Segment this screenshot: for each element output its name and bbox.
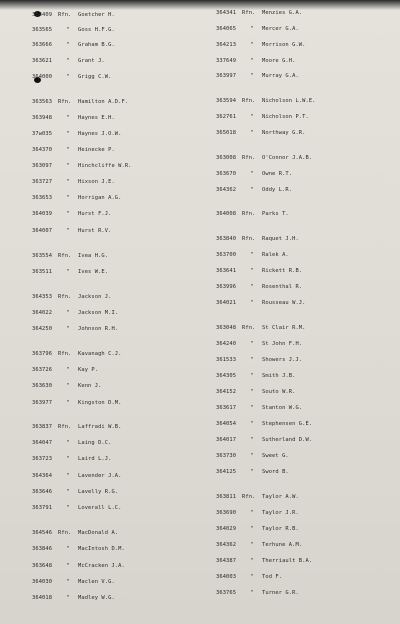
- soldier-name: Menzies G.A.: [262, 10, 303, 16]
- service-number: 364409: [32, 12, 53, 18]
- rank: ": [250, 268, 254, 274]
- roster-entry: [216, 284, 302, 291]
- service-number: 361533: [216, 357, 237, 363]
- soldier-name: Grant J.: [78, 58, 105, 64]
- service-number: 363996: [216, 284, 237, 290]
- rank: ": [250, 542, 254, 548]
- roster-entry: [216, 130, 306, 137]
- roster-entry: [32, 595, 115, 602]
- roster-entry: [216, 300, 306, 307]
- soldier-name: Morrison G.W.: [262, 42, 306, 48]
- roster-entry: [32, 489, 118, 496]
- soldier-name: Taylor A.W.: [262, 494, 299, 500]
- roster-entry: [216, 526, 299, 533]
- rank: ": [66, 579, 70, 585]
- roster-entry: [32, 351, 122, 358]
- service-number: 364022: [32, 310, 53, 316]
- service-number: 363730: [216, 453, 237, 459]
- service-number: 364240: [216, 341, 237, 347]
- soldier-name: Laing D.C.: [78, 440, 112, 446]
- rank: ": [250, 437, 254, 443]
- soldier-name: Jackson J.: [78, 294, 112, 300]
- rank: Rfn.: [242, 155, 256, 161]
- rank: Rfn.: [58, 99, 72, 105]
- soldier-name: Rosenthal R.: [262, 284, 303, 290]
- roster-entry: [32, 579, 115, 586]
- soldier-name: Goetcher H.: [78, 12, 115, 18]
- soldier-name: Madley W.G.: [78, 595, 115, 601]
- roster-entry: [216, 542, 302, 549]
- soldier-name: Parks T.: [262, 211, 289, 217]
- soldier-name: Mercer G.A.: [262, 26, 299, 32]
- roster-entry: [32, 563, 125, 570]
- roster-entry: [216, 341, 302, 348]
- roster-entry: [32, 42, 115, 49]
- roster-entry: [32, 253, 108, 260]
- roster-entry: [32, 456, 111, 463]
- soldier-name: Jackson M.I.: [78, 310, 119, 316]
- roster-entry: [32, 228, 111, 235]
- roster-entry: [32, 131, 122, 138]
- roster-entry: [216, 421, 312, 428]
- rank: ": [66, 563, 70, 569]
- service-number: 364362: [216, 187, 237, 193]
- roster-entry: [216, 389, 295, 396]
- rank: Rfn.: [242, 494, 256, 500]
- roster-entry: [32, 310, 118, 317]
- service-number: 362761: [216, 114, 237, 120]
- rank: ": [66, 473, 70, 479]
- rank: Rfn.: [242, 98, 256, 104]
- rank: ": [66, 456, 70, 462]
- soldier-name: Johnson R.H.: [78, 326, 119, 332]
- rank: ": [250, 42, 254, 48]
- rank: ": [66, 440, 70, 446]
- soldier-name: Kingston D.M.: [78, 400, 122, 406]
- soldier-name: Raquet J.H.: [262, 236, 299, 242]
- rank: ": [66, 595, 70, 601]
- rank: ": [250, 405, 254, 411]
- soldier-name: Rousseau W.J.: [262, 300, 306, 306]
- rank: ": [250, 284, 254, 290]
- service-number: 364370: [32, 147, 53, 153]
- soldier-name: Taylor J.R.: [262, 510, 299, 516]
- roster-entry: [216, 373, 295, 380]
- roster-entry: [32, 27, 115, 34]
- roster-entry: [32, 211, 111, 218]
- rank: ": [250, 389, 254, 395]
- soldier-name: Sweet G.: [262, 453, 289, 459]
- rank: ": [250, 187, 254, 193]
- soldier-name: Rickett R.B.: [262, 268, 303, 274]
- service-number: 363840: [216, 236, 237, 242]
- rank: Rfn.: [58, 253, 72, 259]
- roster-entry: [216, 590, 299, 597]
- roster-entry: [216, 558, 312, 565]
- soldier-name: Laird L.J.: [78, 456, 112, 462]
- soldier-name: Souto W.R.: [262, 389, 296, 395]
- roster-entry: [32, 294, 111, 301]
- rank: ": [250, 373, 254, 379]
- service-number: 363617: [216, 405, 237, 411]
- rank: Rfn.: [58, 294, 72, 300]
- service-number: 364007: [32, 228, 53, 234]
- rank: ": [66, 310, 70, 316]
- service-number: 363048: [216, 325, 237, 331]
- service-number: 363726: [32, 367, 53, 373]
- roster-entry: [32, 269, 108, 276]
- service-number: 363837: [32, 424, 53, 430]
- service-number: 363648: [32, 563, 53, 569]
- rank: ": [250, 510, 254, 516]
- soldier-name: Tod F.: [262, 574, 283, 580]
- roster-entry: [216, 10, 302, 17]
- roster-entry: [216, 405, 302, 412]
- soldier-name: Moore G.H.: [262, 58, 296, 64]
- rank: ": [250, 453, 254, 459]
- service-number: 363791: [32, 505, 53, 511]
- soldier-name: Turner G.R.: [262, 590, 299, 596]
- soldier-name: Lavender J.A.: [78, 473, 122, 479]
- soldier-name: Sword B.: [262, 469, 289, 475]
- soldier-name: St John F.H.: [262, 341, 303, 347]
- soldier-name: Stephensen G.E.: [262, 421, 313, 427]
- service-number: 363653: [32, 195, 53, 201]
- soldier-name: Taylor R.B.: [262, 526, 299, 532]
- soldier-name: Laffradi W.B.: [78, 424, 122, 430]
- rank: ": [250, 421, 254, 427]
- rank: ": [66, 367, 70, 373]
- rank: ": [250, 130, 254, 136]
- roster-entry: [216, 58, 295, 65]
- rank: ": [250, 574, 254, 580]
- roster-entry: [32, 400, 122, 407]
- rank: ": [250, 590, 254, 596]
- rank: ": [250, 341, 254, 347]
- rank: ": [66, 58, 70, 64]
- soldier-name: Ives W.E.: [78, 269, 109, 275]
- roster-entry: [216, 114, 309, 121]
- rank: ": [66, 131, 70, 137]
- roster-entry: [32, 505, 122, 512]
- rank: ": [250, 114, 254, 120]
- service-number: 363097: [32, 163, 53, 169]
- roster-entry: [32, 115, 115, 122]
- service-number: 363670: [216, 171, 237, 177]
- roster-entry: [32, 383, 101, 390]
- roster-entry: [32, 326, 118, 333]
- roster-entry: [216, 469, 289, 476]
- service-number: 364021: [216, 300, 237, 306]
- rank: ": [66, 163, 70, 169]
- roster-entry: [32, 163, 132, 170]
- roster-entry: [216, 73, 299, 80]
- rank: ": [250, 526, 254, 532]
- rank: ": [250, 58, 254, 64]
- soldier-name: Loverall L.C.: [78, 505, 122, 511]
- service-number: 363554: [32, 253, 53, 259]
- rank: Rfn.: [242, 325, 256, 331]
- service-number: 364017: [216, 437, 237, 443]
- service-number: 364029: [216, 526, 237, 532]
- service-number: 364018: [32, 595, 53, 601]
- roster-entry: [32, 58, 105, 65]
- rank: ": [250, 171, 254, 177]
- roster-entry: [32, 530, 118, 537]
- roster-entry: [216, 171, 292, 178]
- soldier-name: Owne R.T.: [262, 171, 293, 177]
- service-number: 37w035: [32, 131, 53, 137]
- service-number: 363563: [32, 99, 53, 105]
- soldier-name: Kay P.: [78, 367, 99, 373]
- service-number: 364065: [216, 26, 237, 32]
- rank: Rfn.: [242, 10, 256, 16]
- service-number: 363727: [32, 179, 53, 185]
- roster-entry: [216, 236, 299, 243]
- roster-entry: [216, 510, 299, 517]
- soldier-name: Haynes E.H.: [78, 115, 115, 121]
- service-number: 363997: [216, 73, 237, 79]
- soldier-name: Nicholson P.T.: [262, 114, 309, 120]
- service-number: 337649: [216, 58, 237, 64]
- service-number: 363511: [32, 269, 53, 275]
- service-number: 363948: [32, 115, 53, 121]
- service-number: 365018: [216, 130, 237, 136]
- service-number: 364353: [32, 294, 53, 300]
- roster-entry: [32, 473, 122, 480]
- service-number: 363594: [216, 98, 237, 104]
- rank: ": [66, 74, 70, 80]
- soldier-name: Terhune A.M.: [262, 542, 303, 548]
- service-number: 364250: [32, 326, 53, 332]
- service-number: 364341: [216, 10, 237, 16]
- service-number: 363846: [32, 546, 53, 552]
- service-number: 363008: [216, 155, 237, 161]
- soldier-name: Northway G.R.: [262, 130, 306, 136]
- soldier-name: Showers J.J.: [262, 357, 303, 363]
- service-number: 363977: [32, 400, 53, 406]
- rank: ": [250, 558, 254, 564]
- roster-entry: [32, 195, 122, 202]
- soldier-name: Hixson J.E.: [78, 179, 115, 185]
- soldier-name: Hurst R.V.: [78, 228, 112, 234]
- soldier-name: Horrigan A.G.: [78, 195, 122, 201]
- service-number: 364152: [216, 389, 237, 395]
- soldier-name: Nicholson L.W.E.: [262, 98, 316, 104]
- roster-entry: [216, 42, 306, 49]
- rank: ": [66, 269, 70, 275]
- service-number: 364213: [216, 42, 237, 48]
- rank: ": [250, 357, 254, 363]
- roster-entry: [216, 98, 316, 105]
- soldier-name: Heinecke P.: [78, 147, 115, 153]
- soldier-name: Hurst F.J.: [78, 211, 112, 217]
- rank: ": [66, 27, 70, 33]
- service-number: 363796: [32, 351, 53, 357]
- service-number: 363621: [32, 58, 53, 64]
- service-number: 364047: [32, 440, 53, 446]
- rank: ": [66, 505, 70, 511]
- rank: ": [250, 73, 254, 79]
- service-number: 364305: [216, 373, 237, 379]
- rank: Rfn.: [58, 424, 72, 430]
- soldier-name: Goss H.F.G.: [78, 27, 115, 33]
- service-number: 363630: [32, 383, 53, 389]
- roster-entry: [216, 26, 299, 33]
- roster-entry: [32, 147, 115, 154]
- rank: ": [66, 383, 70, 389]
- soldier-name: Smith J.B.: [262, 373, 296, 379]
- rank: ": [66, 147, 70, 153]
- soldier-name: McCracken J.A.: [78, 563, 125, 569]
- rank: ": [66, 195, 70, 201]
- soldier-name: Oddy L.R.: [262, 187, 293, 193]
- roster-entry: [216, 268, 302, 275]
- service-number: 363666: [32, 42, 53, 48]
- soldier-name: Therriault B.A.: [262, 558, 313, 564]
- soldier-name: Haynes J.O.W.: [78, 131, 122, 137]
- roster-entry: [32, 99, 128, 106]
- service-number: 364030: [32, 579, 53, 585]
- service-number: 364364: [32, 473, 53, 479]
- soldier-name: Grigg C.W.: [78, 74, 112, 80]
- rank: ": [250, 469, 254, 475]
- service-number: 363811: [216, 494, 237, 500]
- soldier-name: St Clair R.M.: [262, 325, 306, 331]
- roster-entry: [32, 74, 111, 81]
- roster-entry: [32, 12, 115, 19]
- soldier-name: Graham B.G.: [78, 42, 115, 48]
- rank: Rfn.: [242, 211, 256, 217]
- soldier-name: O'Connor J.A.B.: [262, 155, 313, 161]
- service-number: 363641: [216, 268, 237, 274]
- roster-entry: [216, 494, 299, 501]
- rank: ": [66, 228, 70, 234]
- rank: ": [250, 252, 254, 258]
- soldier-name: Stanton W.G.: [262, 405, 303, 411]
- rank: ": [66, 489, 70, 495]
- rank: ": [66, 179, 70, 185]
- roster-entry: [32, 367, 98, 374]
- scan-shadow: [0, 0, 400, 10]
- roster-entry: [216, 252, 289, 259]
- soldier-name: Maclen V.G.: [78, 579, 115, 585]
- service-number: 364054: [216, 421, 237, 427]
- service-number: 363723: [32, 456, 53, 462]
- service-number: 363765: [216, 590, 237, 596]
- service-number: 364362: [216, 542, 237, 548]
- rank: Rfn.: [58, 530, 72, 536]
- service-number: 364387: [216, 558, 237, 564]
- soldier-name: Lavelly R.G.: [78, 489, 119, 495]
- rank: ": [66, 546, 70, 552]
- soldier-name: Hamilton A.D.F.: [78, 99, 129, 105]
- service-number: 363700: [216, 252, 237, 258]
- roster-entry: [32, 546, 125, 553]
- rank: ": [66, 211, 70, 217]
- soldier-name: MacIntosh D.M.: [78, 546, 125, 552]
- roster-entry: [216, 211, 289, 218]
- rank: ": [66, 326, 70, 332]
- roster-entry: [216, 453, 289, 460]
- rank: ": [66, 42, 70, 48]
- service-number: 364003: [216, 574, 237, 580]
- service-number: 364008: [216, 211, 237, 217]
- service-number: 364125: [216, 469, 237, 475]
- soldier-name: Kavanagh C.J.: [78, 351, 122, 357]
- roster-entry: [216, 187, 292, 194]
- soldier-name: Kenn J.: [78, 383, 102, 389]
- soldier-name: Murray G.A.: [262, 73, 299, 79]
- rank: Rfn.: [242, 236, 256, 242]
- service-number: 363565: [32, 27, 53, 33]
- rank: Rfn.: [58, 12, 72, 18]
- soldier-name: Hinchcliffe W.R.: [78, 163, 132, 169]
- rank: ": [250, 300, 254, 306]
- service-number: 363690: [216, 510, 237, 516]
- roster-entry: [216, 437, 312, 444]
- soldier-name: Ivea H.G.: [78, 253, 109, 259]
- rank: Rfn.: [58, 351, 72, 357]
- soldier-name: MacDonald A.: [78, 530, 119, 536]
- service-number: 364546: [32, 530, 53, 536]
- soldier-name: Ralek A.: [262, 252, 289, 258]
- rank: ": [250, 26, 254, 32]
- roster-entry: [216, 574, 282, 581]
- roster-entry: [32, 440, 111, 447]
- rank: ": [66, 400, 70, 406]
- roster-entry: [216, 357, 302, 364]
- service-number: 364039: [32, 211, 53, 217]
- roster-entry: [32, 424, 122, 431]
- roster-entry: [32, 179, 115, 186]
- rank: ": [66, 115, 70, 121]
- roster-entry: [216, 325, 306, 332]
- roster-entry: [216, 155, 312, 162]
- soldier-name: Sutherland D.W.: [262, 437, 313, 443]
- service-number: 363646: [32, 489, 53, 495]
- service-number: 364000: [32, 74, 53, 80]
